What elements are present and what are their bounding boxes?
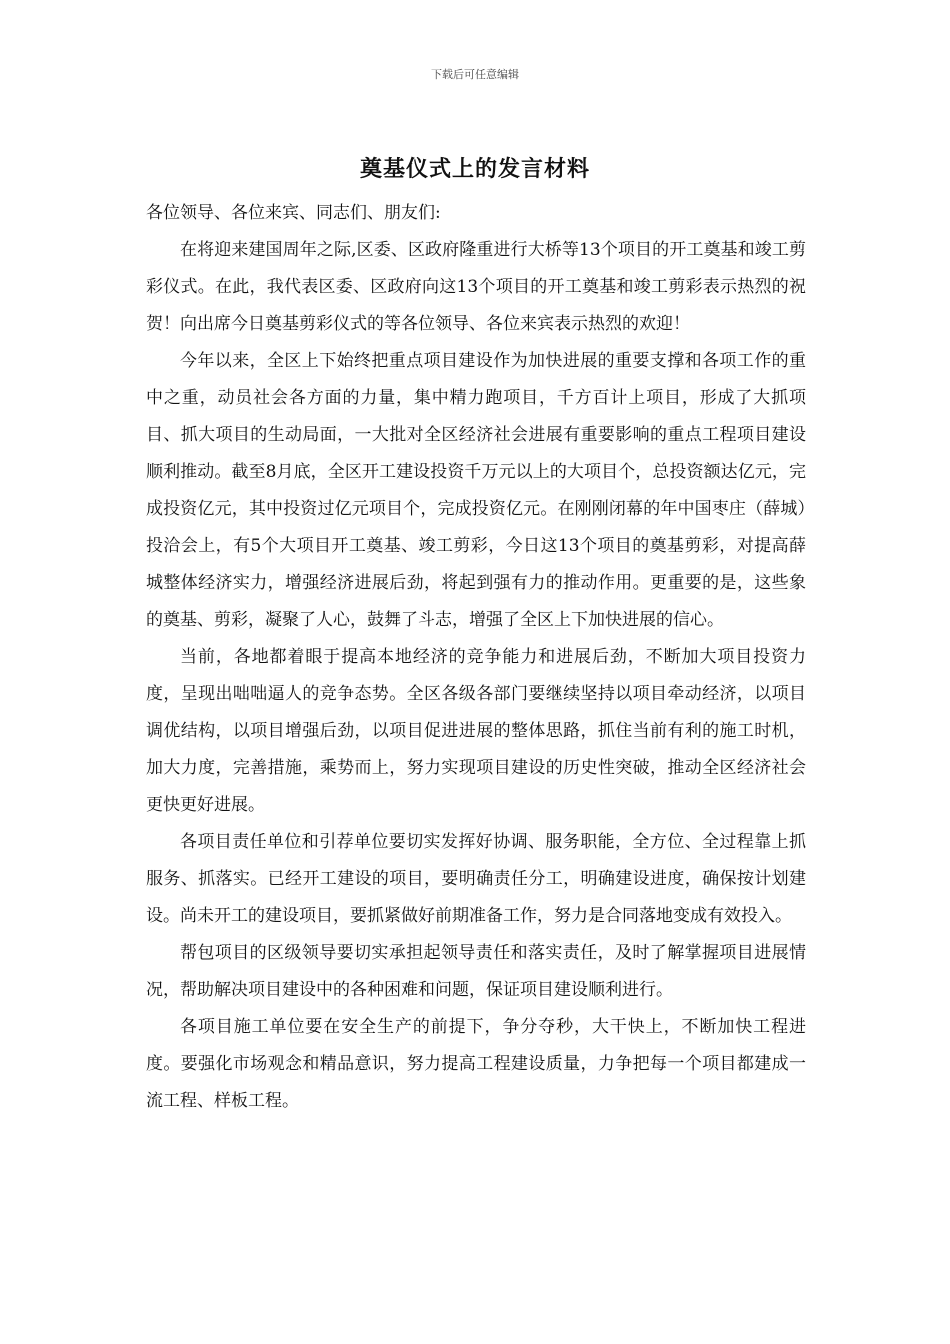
paragraph: 帮包项目的区级领导要切实承担起领导责任和落实责任，及时了解掌握项目进展情况，帮助解决项目建设中的各种困难和问题，保证项目建设顺利进行。 [146, 943, 806, 1000]
paragraph: 各项目责任单位和引荐单位要切实发挥好协调、服务职能，全方位、全过程靠上抓服务、抓落实。已经开工建设的项目，要明确责任分工，明确建设进度，确保按计划建设。尚未开工的建设项目，要抓紧做好前期准备工作，努力是合同落地变成有效投入。 [146, 832, 806, 926]
paragraph: 今年以来，全区上下始终把重点项目建设作为加快进展的重要支撑和各项工作的重中之重，动员社会各方面的力量，集中精力跑项目，千方百计上项目，形成了大抓项目、抓大项目的生动局面，一大批对全区经济社会进展有重要影响的重点工程项目建设顺利推动。截至8月底，全区开工建设投资千万元以上的大项目个，总投资额达亿元，完成投资亿元，其中投资过亿元项目个，完成投资亿元。在刚刚闭幕的年中国枣庄（薛城）投洽会上，有5个大项目开工奠基、竣工剪彩，今日这13个项目的奠基剪彩，对提高薛城整体经济实力，增强经济进展后劲，将起到强有力的推动作用。更重要的是，这些象的奠基、剪彩，凝聚了人心，鼓舞了斗志，增强了全区上下加快进展的信心。 [146, 351, 806, 630]
paragraph: 在将迎来建国周年之际,区委、区政府隆重进行大桥等13个项目的开工奠基和竣工剪彩仪式。在此，我代表区委、区政府向这13个项目的开工奠基和竣工剪彩表示热烈的祝贺！向出席今日奠基剪彩仪式的等各位领导、各位来宾表示热烈的欢迎！ [146, 240, 806, 334]
document-body [146, 195, 806, 1120]
paragraph: 各项目施工单位要在安全生产的前提下，争分夺秒，大干快上，不断加快工程进度。要强化市场观念和精品意识，努力提高工程建设质量，力争把每一个项目都建成一流工程、样板工程。 [146, 1017, 806, 1111]
paragraph: 当前，各地都着眼于提高本地经济的竞争能力和进展后劲，不断加大项目投资力度，呈现出咄咄逼人的竞争态势。全区各级各部门要继续坚持以项目牵动经济，以项目调优结构，以项目增强后劲，以项目促进进展的整体思路，抓住当前有利的施工时机，加大力度，完善措施，乘势而上，努力实现项目建设的历史性突破，推动全区经济社会更快更好进展。 [146, 647, 806, 815]
document-title: 奠基仪式上的发言材料 [359, 156, 590, 182]
header-note: 下载后可任意编辑 [431, 68, 519, 81]
greeting: 各位领导、各位来宾、同志们、朋友们: [146, 203, 441, 223]
